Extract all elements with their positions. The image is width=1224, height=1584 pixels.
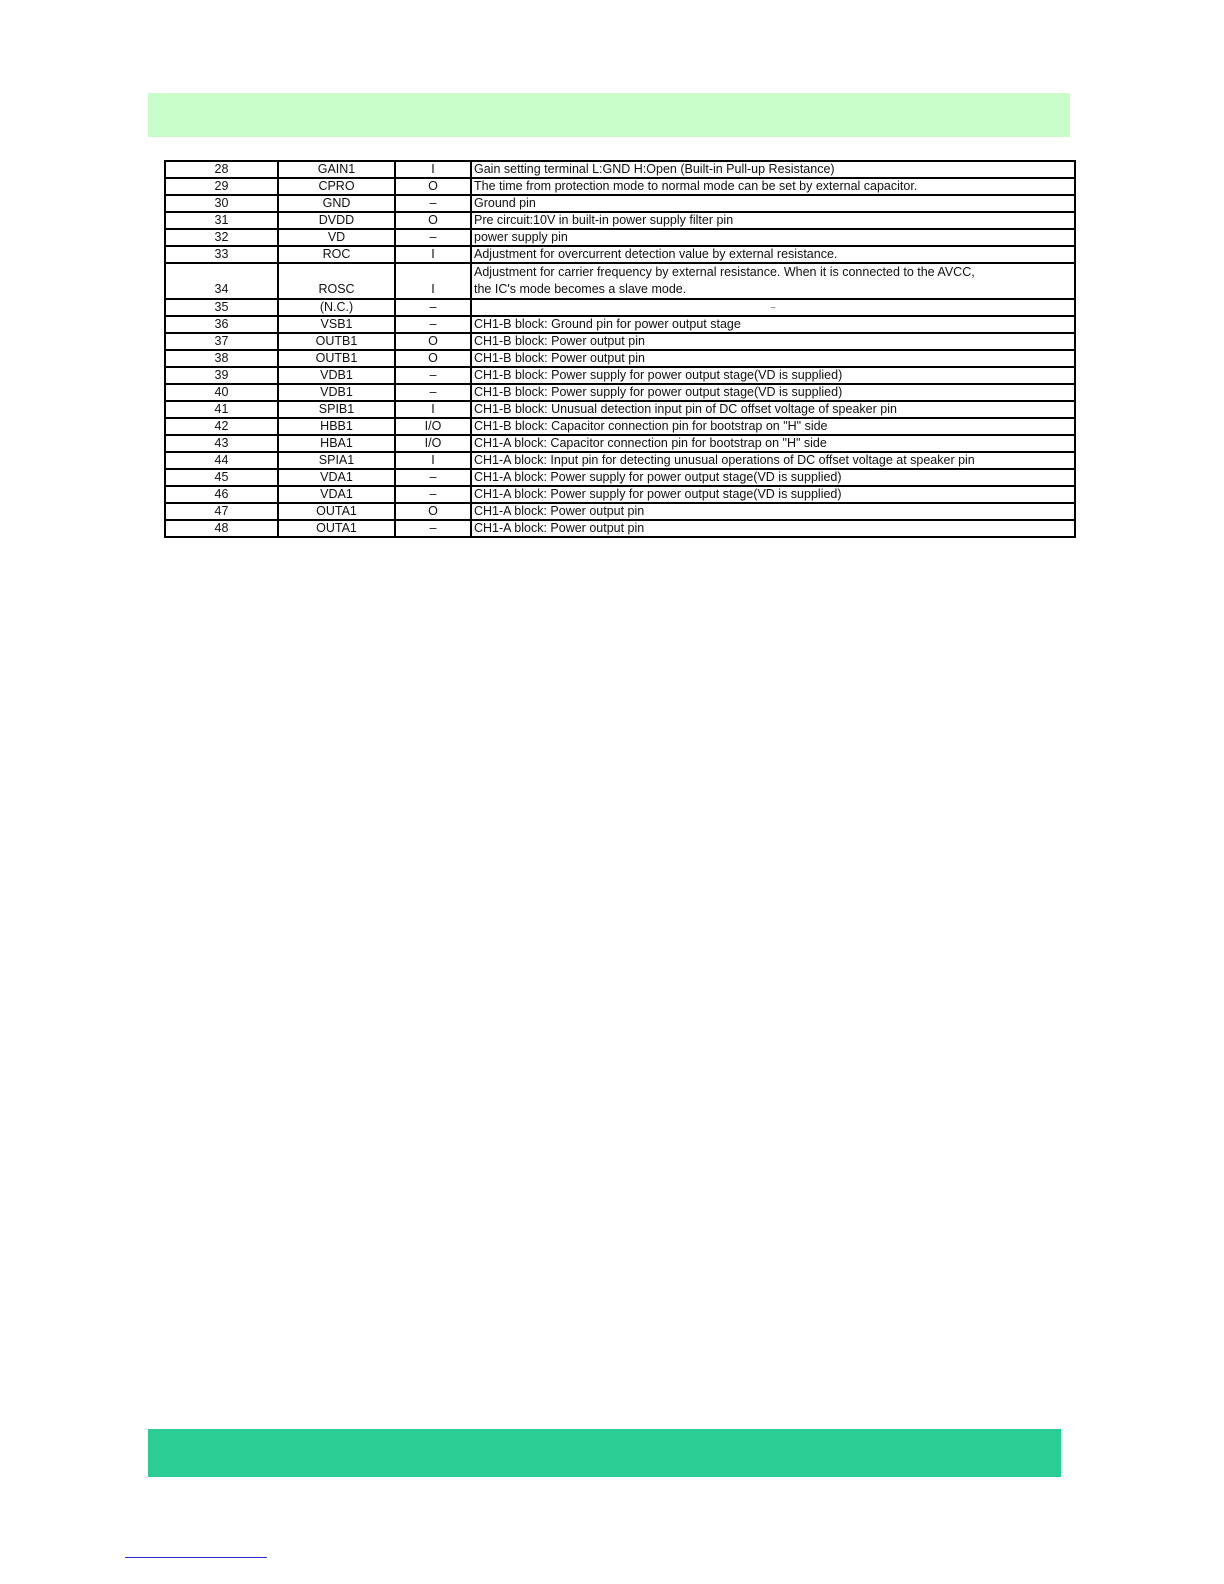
pin-number-cell: 46	[165, 486, 278, 503]
table-row	[165, 316, 1075, 333]
pin-function-cell	[471, 212, 1075, 229]
pin-function-cell	[471, 333, 1075, 350]
pin-io-cell: –	[395, 195, 471, 212]
pin-description-table	[164, 160, 1076, 538]
pin-function-cell	[471, 229, 1075, 246]
table-row	[165, 486, 1075, 503]
pin-function-cell	[471, 452, 1075, 469]
pin-io-cell: –	[395, 316, 471, 333]
pin-number-cell: 29	[165, 178, 278, 195]
pin-function-text: CH1-B block: Power supply for power output stage(VD is supplied)	[474, 385, 843, 399]
pin-number-cell: 37	[165, 333, 278, 350]
pin-function-text: CH1-B block: Power supply for power output stage(VD is supplied)	[474, 368, 843, 382]
pin-name-cell: (N.C.)	[278, 299, 395, 316]
table-row	[165, 299, 1075, 316]
pin-io-cell: –	[395, 299, 471, 316]
pin-name-cell: SPIA1	[278, 452, 395, 469]
pin-number-cell: 36	[165, 316, 278, 333]
pin-name-cell: VDA1	[278, 486, 395, 503]
table-row	[165, 212, 1075, 229]
pin-io-cell: I	[395, 401, 471, 418]
table-row	[165, 195, 1075, 212]
pin-function-cell	[471, 418, 1075, 435]
table-row	[165, 333, 1075, 350]
pin-io-cell: –	[395, 486, 471, 503]
pin-function-text: CH1-A block: Capacitor connection pin for bootstrap on "H" side	[474, 436, 827, 450]
pin-function-cell	[471, 316, 1075, 333]
pin-function-cell	[471, 486, 1075, 503]
table-row	[165, 263, 1075, 299]
pin-function-text: CH1-B block: Capacitor connection pin for bootstrap on "H" side	[474, 419, 828, 433]
table-row	[165, 401, 1075, 418]
pin-io-cell: –	[395, 469, 471, 486]
pin-function-text: CH1-A block: Power output pin	[474, 504, 645, 518]
pin-name-cell: VDB1	[278, 367, 395, 384]
pin-name-cell: SPIB1	[278, 401, 395, 418]
table-row	[165, 367, 1075, 384]
footer-link-underline[interactable]	[125, 1557, 267, 1558]
pin-number-cell: 38	[165, 350, 278, 367]
pin-io-cell: O	[395, 212, 471, 229]
pin-name-cell: DVDD	[278, 212, 395, 229]
pin-number-cell: 30	[165, 195, 278, 212]
pin-function-cell	[471, 384, 1075, 401]
pin-io-cell: O	[395, 350, 471, 367]
header-band	[148, 93, 1070, 137]
pin-function-cell	[471, 520, 1075, 537]
pin-function-text: CH1-B block: Power output pin	[474, 351, 645, 365]
pin-number-cell: 32	[165, 229, 278, 246]
pin-number-cell: 41	[165, 401, 278, 418]
table-row	[165, 384, 1075, 401]
pin-name-cell: GAIN1	[278, 161, 395, 178]
pin-function-cell	[471, 435, 1075, 452]
table-row	[165, 178, 1075, 195]
table-row	[165, 520, 1075, 537]
table-row	[165, 350, 1075, 367]
table-row	[165, 246, 1075, 263]
pin-number-cell: 45	[165, 469, 278, 486]
pin-name-cell: OUTB1	[278, 333, 395, 350]
pin-name-cell: VDB1	[278, 384, 395, 401]
pin-table-body	[165, 161, 1075, 537]
pin-function-cell	[471, 469, 1075, 486]
pin-function-cell	[471, 503, 1075, 520]
pin-io-cell: –	[395, 520, 471, 537]
pin-io-cell: O	[395, 178, 471, 195]
pin-function-text: –	[770, 302, 776, 312]
pin-number-cell: 28	[165, 161, 278, 178]
pin-function-cell	[471, 195, 1075, 212]
pin-name-cell: VSB1	[278, 316, 395, 333]
pin-function-text: CH1-A block: Input pin for detecting unusual operations of DC offset voltage at speaker pin	[474, 453, 975, 467]
pin-number-cell: 34	[165, 263, 278, 299]
pin-number-cell: 47	[165, 503, 278, 520]
pin-function-text: Ground pin	[474, 196, 536, 210]
pin-function-cell	[471, 178, 1075, 195]
pin-function-text: CH1-A block: Power supply for power output stage(VD is supplied)	[474, 487, 842, 501]
table-row	[165, 503, 1075, 520]
pin-number-cell: 40	[165, 384, 278, 401]
pin-function-cell	[471, 263, 1075, 299]
table-row	[165, 418, 1075, 435]
pin-number-cell: 33	[165, 246, 278, 263]
pin-number-cell: 48	[165, 520, 278, 537]
pin-name-cell: ROSC	[278, 263, 395, 299]
table-row	[165, 469, 1075, 486]
pin-function-text: Pre circuit:10V in built-in power supply filter pin	[474, 213, 734, 227]
footer-band	[148, 1429, 1061, 1477]
pin-function-text: Adjustment for carrier frequency by external resistance. When it is connected to the AVCC,	[474, 265, 975, 279]
pin-name-cell: OUTA1	[278, 520, 395, 537]
table-row	[165, 435, 1075, 452]
pin-number-cell: 44	[165, 452, 278, 469]
pin-number-cell: 31	[165, 212, 278, 229]
pin-number-cell: 39	[165, 367, 278, 384]
pin-function-cell	[471, 299, 1075, 316]
pin-name-cell: OUTA1	[278, 503, 395, 520]
pin-function-text: CH1-B block: Unusual detection input pin of DC offset voltage of speaker pin	[474, 402, 897, 416]
pin-function-text: CH1-B block: Ground pin for power output stage	[474, 317, 741, 331]
pin-name-cell: ROC	[278, 246, 395, 263]
pin-io-cell: –	[395, 229, 471, 246]
pin-function-cell	[471, 367, 1075, 384]
pin-name-cell: VD	[278, 229, 395, 246]
pin-io-cell: –	[395, 367, 471, 384]
pin-number-cell: 42	[165, 418, 278, 435]
pin-io-cell: I	[395, 263, 471, 299]
pin-function-text: CH1-A block: Power supply for power output stage(VD is supplied)	[474, 470, 842, 484]
pin-name-cell: VDA1	[278, 469, 395, 486]
pin-function-text: CH1-A block: Power output pin	[474, 521, 645, 535]
pin-function-text: power supply pin	[474, 230, 568, 244]
table-row	[165, 229, 1075, 246]
pin-name-cell: HBB1	[278, 418, 395, 435]
pin-name-cell: CPRO	[278, 178, 395, 195]
pin-io-cell: –	[395, 384, 471, 401]
table-row	[165, 452, 1075, 469]
pin-name-cell: GND	[278, 195, 395, 212]
pin-io-cell: I	[395, 246, 471, 263]
pin-function-cell	[471, 350, 1075, 367]
pin-name-cell: HBA1	[278, 435, 395, 452]
pin-function-cell	[471, 161, 1075, 178]
pin-function-cell	[471, 246, 1075, 263]
pin-io-cell: I	[395, 161, 471, 178]
pin-io-cell: I	[395, 452, 471, 469]
pin-name-cell: OUTB1	[278, 350, 395, 367]
pin-number-cell: 35	[165, 299, 278, 316]
pin-function-text: the IC's mode becomes a slave mode.	[474, 282, 687, 296]
pin-io-cell: O	[395, 503, 471, 520]
pin-io-cell: O	[395, 333, 471, 350]
table-row	[165, 161, 1075, 178]
pin-number-cell: 43	[165, 435, 278, 452]
pin-function-text: Adjustment for overcurrent detection value by external resistance.	[474, 247, 838, 261]
pin-function-text: CH1-B block: Power output pin	[474, 334, 645, 348]
pin-io-cell: I/O	[395, 418, 471, 435]
pin-function-cell	[471, 401, 1075, 418]
pin-function-text: Gain setting terminal L:GND H:Open (Built-in Pull-up Resistance)	[474, 162, 835, 176]
pin-function-text: The time from protection mode to normal mode can be set by external capacitor.	[474, 179, 918, 193]
pin-io-cell: I/O	[395, 435, 471, 452]
